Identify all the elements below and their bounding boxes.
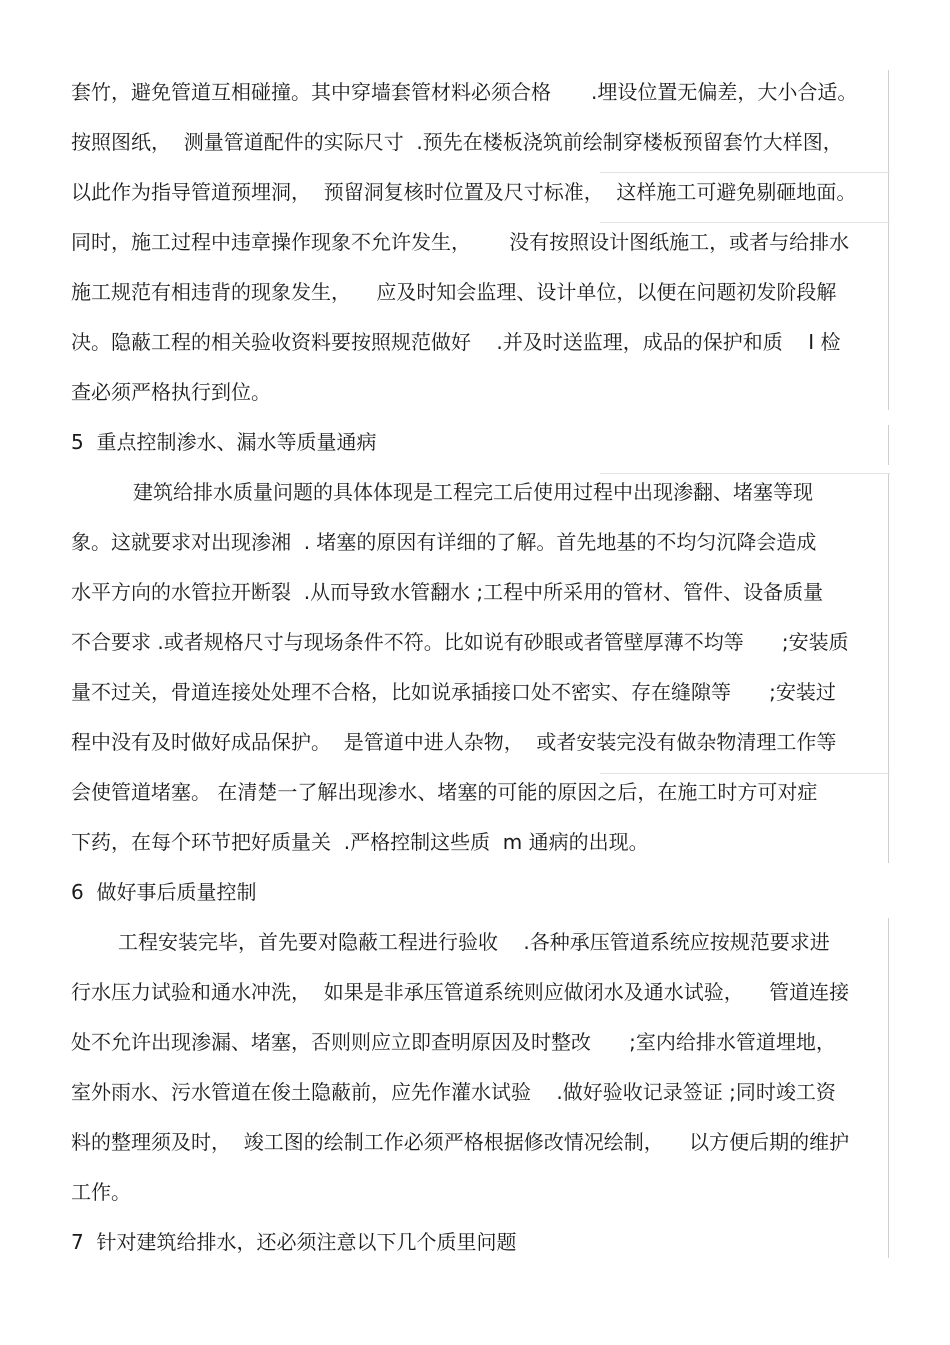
section-heading: 7 针对建筑给排水，还必须注意以下几个质里问题: [71, 1230, 517, 1254]
text-line: 查必须严格执行到位。: [71, 380, 271, 404]
text-line: 以此作为指导管道预埋洞， 预留洞复核时位置及尺寸标准， 这样施工可避免剔砸地面。: [71, 180, 857, 204]
text-line: 不合要求 .或者规格尺寸与现场条件不符。比如说有砂眼或者管壁厚薄不均等 ;安装质: [71, 630, 849, 654]
text-line: 处不允许出现渗漏、堵塞，否则则应立即查明原因及时整改 ;室内给排水管道埋地，: [71, 1030, 836, 1054]
section-heading: 5 重点控制渗水、漏水等质量通病: [71, 430, 377, 454]
text-line: 水平方向的水管拉开断裂 .从而导致水管翻水 ;工程中所采用的管材、管件、设备质量: [71, 580, 824, 604]
text-line: 按照图纸， 测量管道配件的实际尺寸 .预先在楼板浇筑前绘制穿楼板预留套竹大样图，: [71, 130, 843, 154]
text-line: 施工规范有相违背的现象发生， 应及时知会监理、设计单位，以便在问题初发阶段解: [71, 280, 837, 304]
paragraph-first-line: 工程安装完毕，首先要对隐蔽工程进行验收 .各种承压管道系统应按规范要求进: [118, 930, 830, 954]
text-line: 同时，施工过程中违章操作现象不允许发生， 没有按照设计图纸施工，或者与给排水: [71, 230, 850, 254]
right-border-rule: [888, 473, 889, 863]
text-line: 象。这就要求对出现渗湘 . 堵塞的原因有详细的了解。首先地基的不均匀沉降会造成: [71, 530, 817, 554]
text-line: 下药，在每个环节把好质量关 .严格控制这些质 m 通病的出现。: [71, 830, 649, 854]
right-border-rule: [888, 425, 889, 465]
paragraph-first-line: 建筑给排水质量问题的具体体现是工程完工后使用过程中出现渗翻、堵塞等现: [133, 480, 813, 504]
text-line: 工作。: [71, 1180, 131, 1204]
text-line: 料的整理须及时， 竣工图的绘制工作必须严格根据修改情况绘制， 以方便后期的维护: [71, 1130, 850, 1154]
right-border-rule: [888, 70, 889, 410]
text-line: 套竹，避免管道互相碰撞。其中穿墙套管材料必须合格 .埋设位置无偏差，大小合适。: [71, 80, 858, 104]
text-line: 室外雨水、污水管道在俊土隐蔽前，应先作灌水试验 .做好验收记录签证 ;同时竣工资: [71, 1080, 836, 1104]
text-line: 行水压力试验和通水冲洗， 如果是非承压管道系统则应做闭水及通水试验， 管道连接: [71, 980, 850, 1004]
right-border-rule: [888, 918, 889, 1258]
text-line: 量不过关，骨道连接处处理不合格，比如说承插接口处不密实、存在缝隙等 ;安装过: [71, 680, 836, 704]
text-line: 决。隐蔽工程的相关验收资料要按照规范做好 .并及时送监理，成品的保护和质 I 检: [71, 330, 841, 354]
text-line: 会使管道堵塞。 在清楚一了解出现渗水、堵塞的可能的原因之后，在施工时方可对症: [71, 780, 818, 804]
section-heading: 6 做好事后质量控制: [71, 880, 257, 904]
text-line: 程中没有及时做好成品保护。 是管道中进人杂物， 或者安装完没有做杂物清理工作等: [71, 730, 837, 754]
